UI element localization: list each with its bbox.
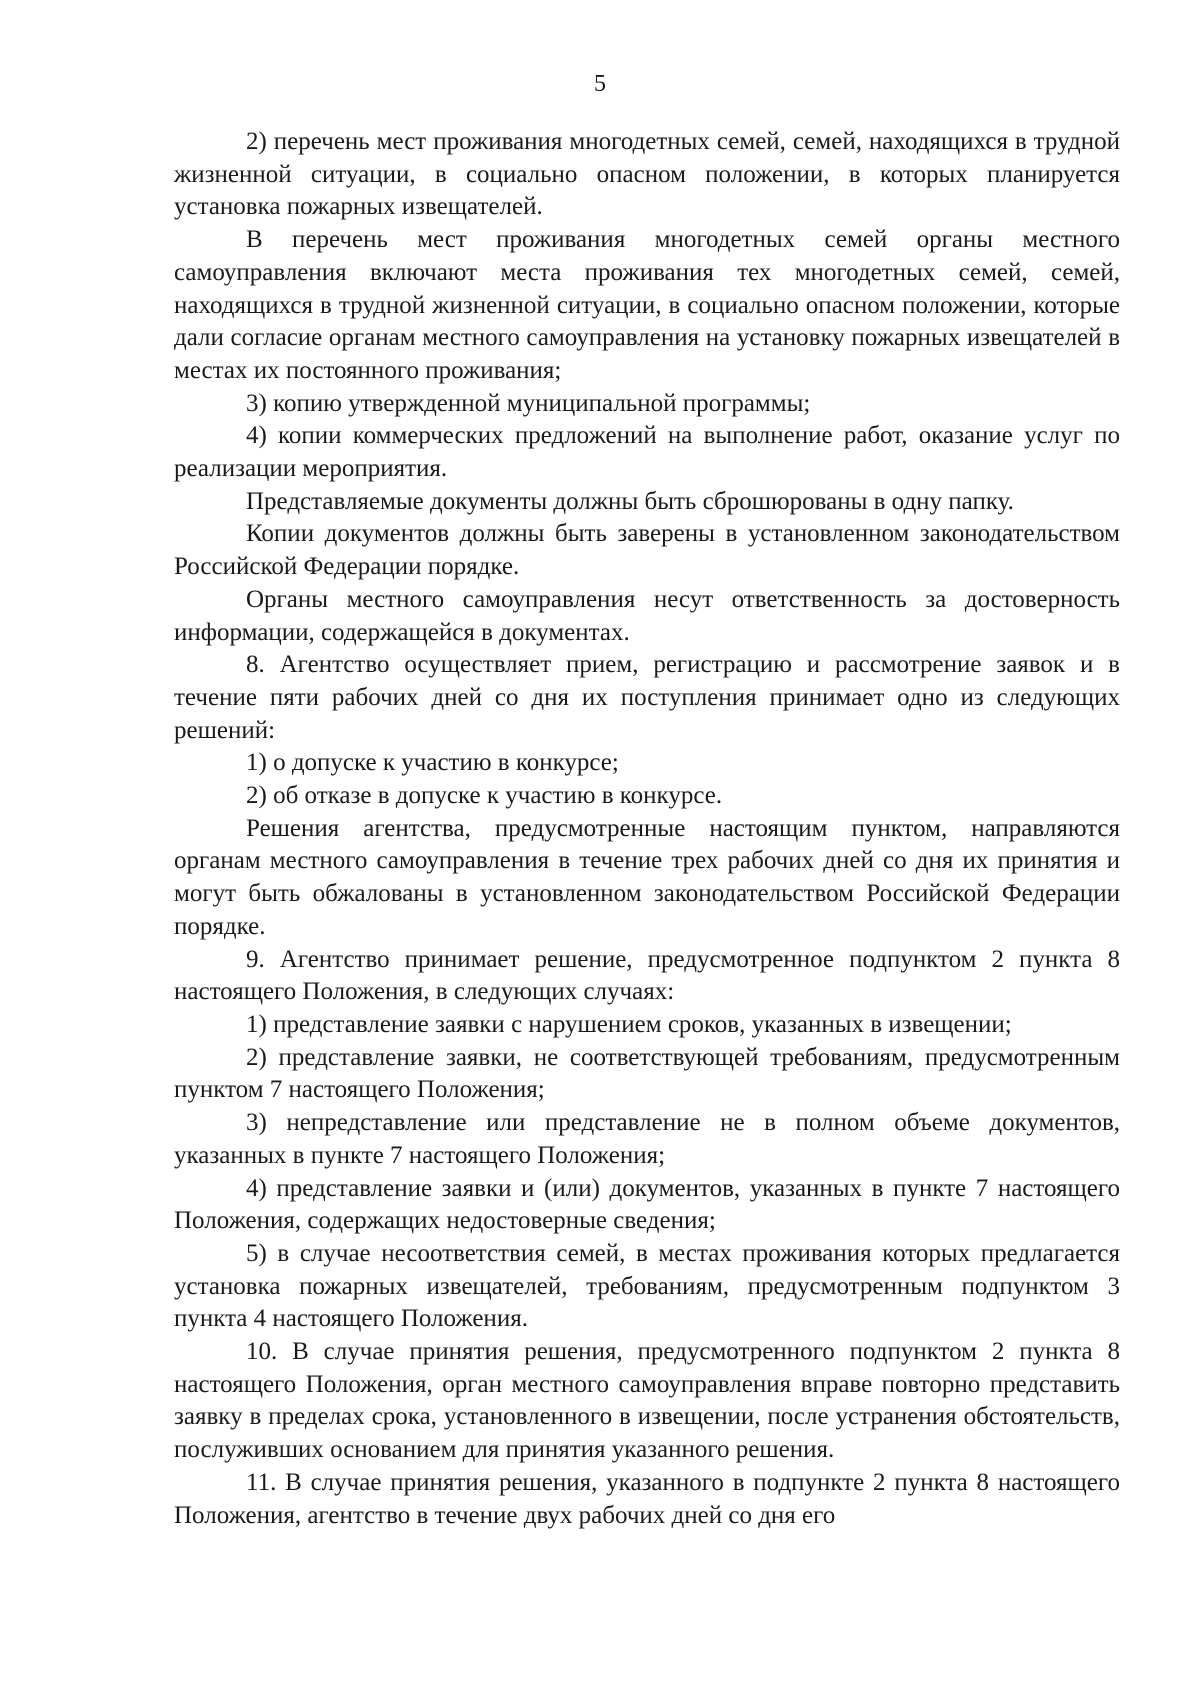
paragraph: 4) копии коммерческих предложений на выполнение работ, оказание услуг по реализации мероприятия. <box>174 422 1120 483</box>
paragraph: Представляемые документы должны быть сброшюрованы в одну папку. <box>246 487 1014 515</box>
document-body <box>174 126 1120 1532</box>
paragraph: 2) перечень мест проживания многодетных семей, семей, находящихся в трудной жизненной ситуации, в социально опасном положении, в которых планируется установка пожарных извещателей. <box>174 128 1120 221</box>
paragraph: 3) копию утвержденной муниципальной программы; <box>246 389 811 417</box>
paragraph: 4) представление заявки и (или) документов, указанных в пункте 7 настоящего Положения, содержащих недостоверные сведения; <box>174 1174 1120 1235</box>
paragraph: 2) представление заявки, не соответствующей требованиям, предусмотренным пунктом 7 настоящего Положения; <box>174 1043 1120 1104</box>
paragraph: 5) в случае несоответствия семей, в местах проживания которых предлагается установка пожарных извещателей, требованиям, предусмотренным подпунктом 3 пункта 4 настоящего Положения. <box>174 1239 1120 1333</box>
paragraph: 1) о допуске к участию в конкурсе; <box>246 749 619 777</box>
paragraph: 1) представление заявки с нарушением сроков, указанных в извещении; <box>246 1010 1012 1038</box>
page-number: 5 <box>594 71 606 97</box>
paragraph: 3) непредставление или представление не в полном объеме документов, указанных в пункте 7 настоящего Положения; <box>174 1109 1120 1169</box>
paragraph: Органы местного самоуправления несут ответственность за достоверность информации, содержащейся в документах. <box>174 585 1120 646</box>
paragraph: 10. В случае принятия решения, предусмотренного подпунктом 2 пункта 8 настоящего Положения, орган местного самоуправления вправе повторно представить заявку в пределах срока, установленного в извещении, после устранения обстоятельств, послуживших основанием для принятия указанного решения. <box>174 1338 1120 1464</box>
paragraph: Копии документов должны быть заверены в установленном законодательством Российской Федерации порядке. <box>174 520 1120 581</box>
paragraph: 2) об отказе в допуске к участию в конкурсе. <box>246 782 723 810</box>
paragraph: 9. Агентство принимает решение, предусмотренное подпунктом 2 пункта 8 настоящего Положения, в следующих случаях: <box>174 945 1120 1006</box>
paragraph: В перечень мест проживания многодетных семей органы местного самоуправления включают места проживания тех многодетных семей, семей, находящихся в трудной жизненной ситуации, в социально опасном положении, которые дали согласие органам местного самоуправления на установку пожарных извещателей в местах их постоянного проживания; <box>174 226 1120 384</box>
paragraph: Решения агентства, предусмотренные настоящим пунктом, направляются органам местного самоуправления в течение трех рабочих дней со дня их принятия и могут быть обжалованы в установленном законодательством Российской Федерации порядке. <box>174 814 1120 940</box>
paragraph: 8. Агентство осуществляет прием, регистрацию и рассмотрение заявок и в течение пяти рабочих дней со дня их поступления принимает одно из следующих решений: <box>174 651 1120 744</box>
paragraph: 11. В случае принятия решения, указанного в подпункте 2 пункта 8 настоящего Положения, агентство в течение двух рабочих дней со дня его <box>174 1468 1120 1529</box>
